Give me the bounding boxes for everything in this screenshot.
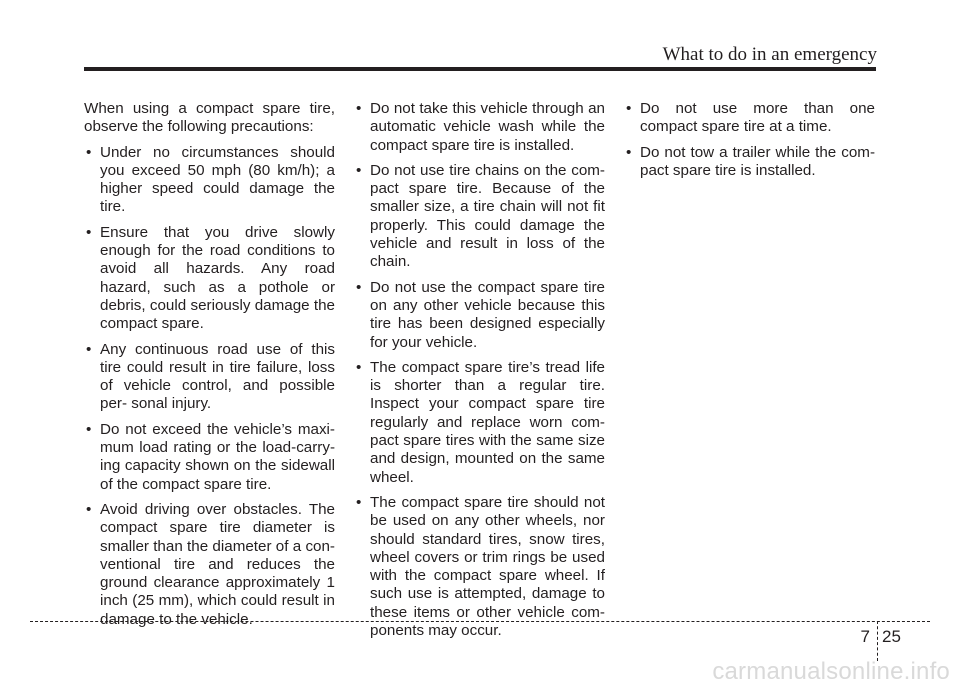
list-item: • Any continuous road use of this tire could result in tire failure, loss of vehicle control, and possible per- sonal injury. xyxy=(84,341,335,414)
list-item: • Ensure that you drive slowly enough for the road conditions to avoid all hazards. Any road hazard, such as a pothole or debris, could seriously damage the compact spare. xyxy=(84,224,335,334)
precautions-list xyxy=(84,144,335,629)
list-item: • Avoid driving over obstacles. The compact spare tire diameter is smaller than the diameter of a con- ventional tire and reduces the ground clearance approximately 1 inch (25 mm), which could result in damage to the vehicle. xyxy=(84,501,335,629)
section-title: What to do in an emergency xyxy=(662,44,877,65)
list-item: • Do not exceed the vehicle’s maxi- mum load rating or the load-carry- ing capacity shown on the sidewall of the compact spare tire. xyxy=(84,421,335,494)
footer-divider xyxy=(877,621,878,661)
list-item: • The compact spare tire’s tread life is shorter than a regular tire. Inspect your compact spare tire regularly and replace worn com- pact spare tires with the same size and design, mounted on the same wheel. xyxy=(354,359,605,487)
watermark-text: carmanualsonline.info xyxy=(712,658,950,685)
list-item: • Do not use the compact spare tire on any other vehicle because this tire has been designed especially for your vehicle. xyxy=(354,279,605,352)
list-item: • Do not use tire chains on the com- pact spare tire. Because of the smaller size, a tire chain will not fit properly. This could damage the vehicle and result in loss of the chain. xyxy=(354,162,605,272)
precautions-list xyxy=(354,100,605,640)
list-item: • Under no circumstances should you exceed 50 mph (80 km/h); a higher speed could damage the tire. xyxy=(84,144,335,217)
text-column-3 xyxy=(624,100,875,187)
list-item: • Do not tow a trailer while the com- pact spare tire is installed. xyxy=(624,144,875,181)
page-number: 25 xyxy=(882,627,901,646)
list-item: • Do not take this vehicle through an automatic vehicle wash while the compact spare tire is installed. xyxy=(354,100,605,155)
precautions-list xyxy=(624,100,875,180)
intro-paragraph: When using a compact spare tire, observe the following precautions: xyxy=(84,100,335,136)
footer-rule xyxy=(30,621,930,622)
list-item: • The compact spare tire should not be used on any other wheels, nor should standard tires, snow tires, wheel covers or trim rings be used with the compact spare wheel. If such use is attempted, damage to these items or other vehicle com- ponents may occur. xyxy=(354,494,605,640)
text-column-1 xyxy=(84,100,335,636)
header-rule xyxy=(84,67,876,71)
list-item: • Do not use more than one compact spare tire at a time. xyxy=(624,100,875,137)
chapter-number: 7 xyxy=(860,627,870,646)
text-column-2 xyxy=(354,100,605,647)
